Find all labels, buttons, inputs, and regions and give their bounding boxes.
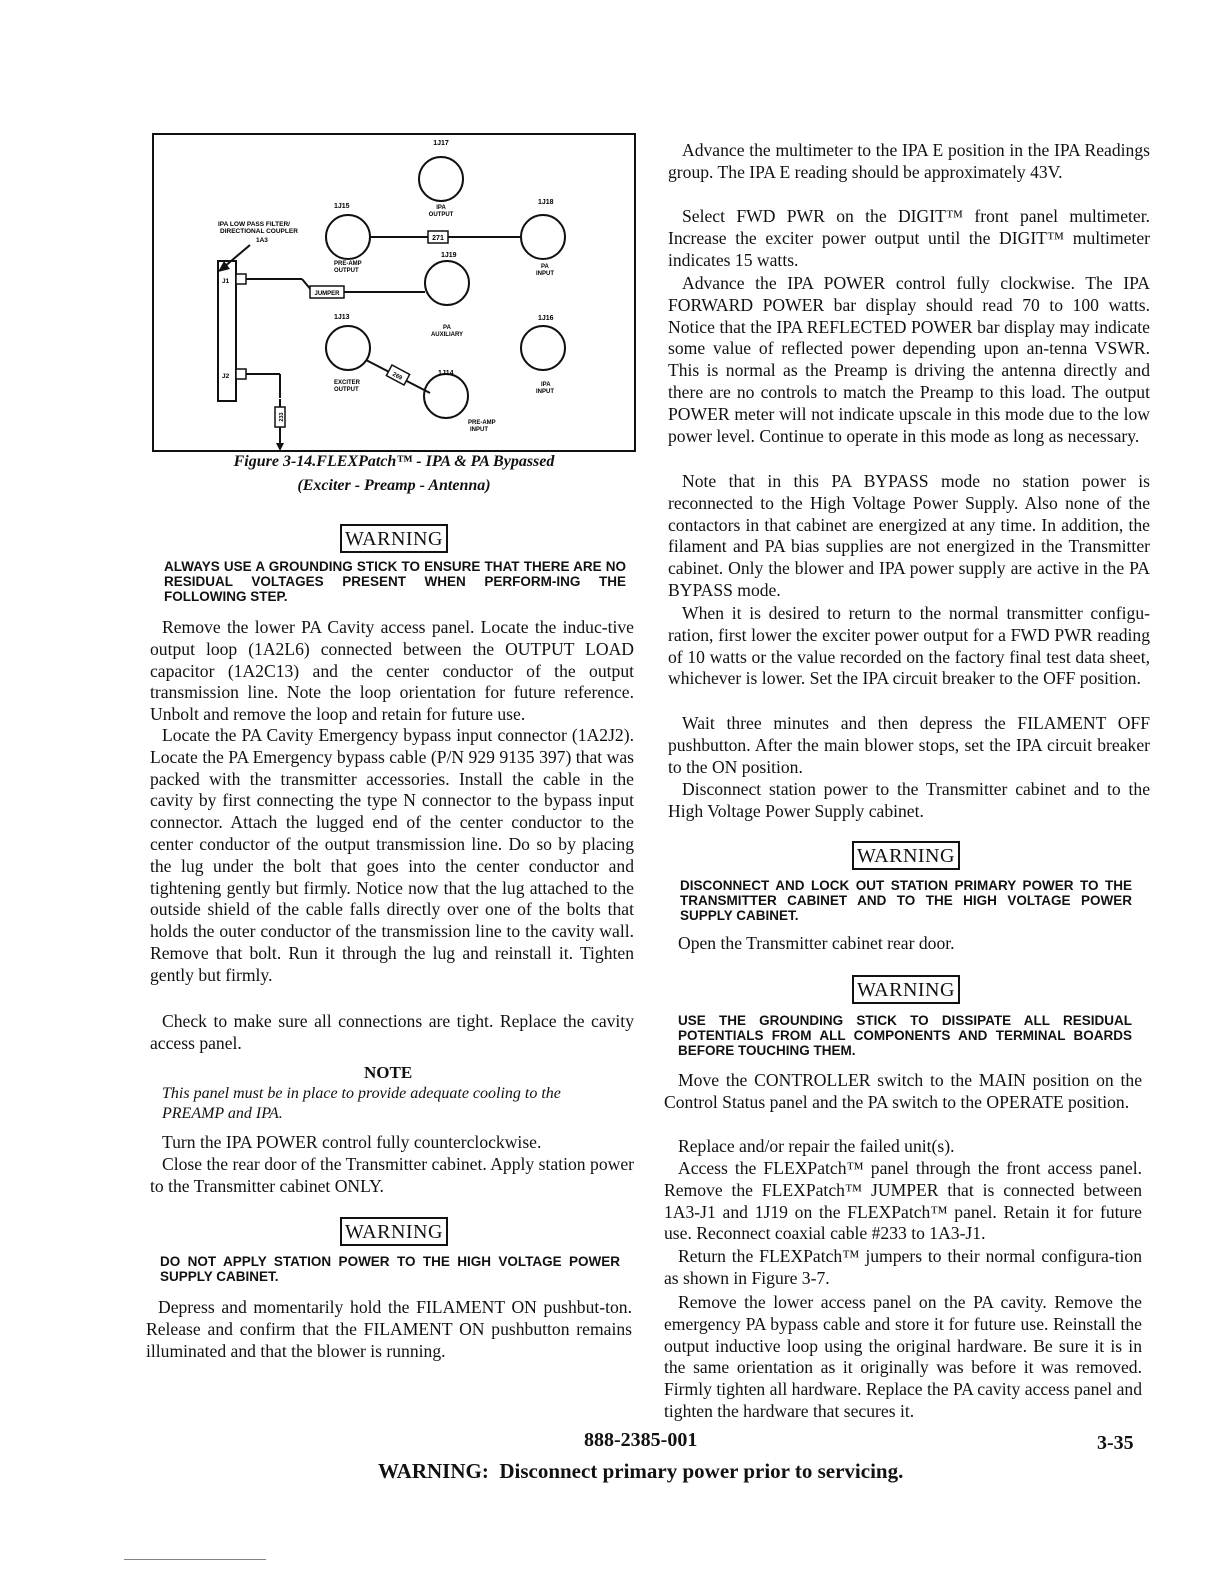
label-lpf-line3: 1A3	[256, 237, 268, 244]
label-cable-269: 269	[391, 371, 403, 382]
right-p2-text: Select FWD PWR on the DIGIT™ front panel multimeter. Increase the exciter power output until the DIGIT™ multimeter indicates 15 watts.	[668, 206, 1150, 270]
label-ipa-output-l1: IPA	[436, 205, 446, 211]
label-1j15: 1J15	[334, 203, 350, 210]
right-p3-text: Advance the IPA POWER control fully clockwise. The IPA FORWARD POWER bar display should read 70 to 100 watts. Notice that the IPA REFLECTED POWER bar display may indicate some value of reflected power depending upon an-tenna VSWR. This is normal as the Preamp is driving the antenna directly and there are no controls to match the Preamp to this load. The output POWER meter will not indicate upscale in this mode due to the low power level. Continue to operate in this mode as long as necessary.	[668, 273, 1150, 446]
footer-warning: WARNING: Disconnect primary power prior to servicing.	[378, 1459, 904, 1483]
right-paragraph-13	[664, 1292, 1142, 1423]
label-exciter-output-l2: OUTPUT	[334, 387, 359, 393]
label-jumper: JUMPER	[314, 291, 340, 297]
label-exciter-output	[334, 380, 361, 393]
label-ipa-input	[536, 382, 554, 395]
jack-1j18	[521, 215, 565, 259]
bottom-divider	[124, 1559, 266, 1560]
warning-text-1: ALWAYS USE A GROUNDING STICK TO ENSURE THAT THERE ARE NO RESIDUAL VOLTAGES PRESENT WHEN PERFORM-ING THE FOLLOWING STEP.	[164, 559, 626, 604]
label-j1: J1	[222, 278, 230, 285]
label-lpf-line2: DIRECTIONAL COUPLER	[220, 228, 298, 235]
left-p1-text: Remove the lower PA Cavity access panel. Locate the induc-tive output loop (1A2L6) connected between the OUTPUT LOAD capacitor (1A2C13) and the center conductor of the output transmission line. Note the loop orientation for future reference. Unbolt and remove the loop and retain for future use.	[150, 617, 634, 725]
right-paragraph-10	[664, 1136, 1142, 1158]
right-paragraph-6	[668, 713, 1150, 778]
note-heading: NOTE	[364, 1063, 413, 1082]
footer-part-number: 888-2385-001	[584, 1429, 698, 1451]
left-paragraph-4	[150, 1132, 634, 1154]
right-p13-text: Remove the lower access panel on the PA cavity. Remove the emergency PA bypass cable and store it for future use. Reinstall the output inductive loop using the original hardware. Be sure it is in the same orientation as it originally was before it was removed. Firmly tighten all hardware. Replace the PA cavity access panel and tighten the hardware that secures it.	[664, 1292, 1142, 1421]
label-cable-271: 271	[432, 235, 444, 242]
right-p6-text: Wait three minutes and then depress the FILAMENT OFF pushbutton. After the main blower stops, set the IPA circuit breaker to the ON position.	[668, 713, 1150, 777]
label-ipa-input-l1: IPA	[541, 382, 551, 388]
left-paragraph-2	[150, 725, 634, 987]
label-pa-auxiliary-l2: AUXILIARY	[430, 332, 464, 338]
jack-1j15	[326, 215, 370, 259]
label-preamp-input-l1: PRE-AMP	[468, 420, 496, 426]
label-1j16: 1J16	[538, 315, 554, 322]
jack-1j13	[326, 326, 370, 370]
right-paragraph-1	[668, 140, 1150, 184]
label-1j18: 1J18	[538, 199, 554, 206]
right-paragraph-12	[664, 1246, 1142, 1290]
footer-page-number: 3-35	[1097, 1432, 1134, 1454]
right-paragraph-3	[668, 273, 1150, 447]
left-p2-text: Locate the PA Cavity Emergency bypass input connector (1A2J2). Locate the PA Emergency bypass cable (P/N 929 9135 397) that was packed with the transmitter accessories. Install the cable in the cavity by first connecting the type N connector to the bypass input connector. Attach the lugged end of the center conductor to the center conductor of the output transmission line. Do so by placing the lug under the bolt that goes into the center conductor and tightening gently but firmly. Notice now that the lug attached to the outside shield of the cable falls directly over one of the bolts that holds the outer conductor of the transmission line to the cavity wall. Remove that bolt. Run it through the lug and reinstall it. Tighten gently but firmly.	[150, 725, 634, 985]
figure-caption-line2: (Exciter - Preamp - Antenna)	[297, 477, 491, 494]
label-preamp-output	[334, 261, 362, 274]
left-paragraph-5	[150, 1154, 634, 1198]
warning-text-4: USE THE GROUNDING STICK TO DISSIPATE ALL RESIDUAL POTENTIALS FROM ALL COMPONENTS AND TERMINAL BOARDS BEFORE TOUCHING THEM.	[678, 1013, 1132, 1058]
label-lpf-line1: IPA LOW PASS FILTER/	[218, 221, 290, 228]
warning-text-3: DISCONNECT AND LOCK OUT STATION PRIMARY POWER TO THE TRANSMITTER CABINET AND TO THE HIGH VOLTAGE POWER SUPPLY CABINET.	[680, 878, 1132, 923]
label-1j19: 1J19	[441, 252, 457, 259]
right-paragraph-11	[664, 1158, 1142, 1245]
label-preamp-output-l2: OUTPUT	[334, 268, 359, 274]
left-paragraph-6	[146, 1297, 632, 1362]
left-p6-text: Depress and momentarily hold the FILAMENT ON pushbut-ton. Release and confirm that the FILAMENT ON pushbutton remains illuminated and that the blower is running.	[146, 1297, 632, 1361]
jack-1j17	[419, 157, 463, 201]
left-p5-text: Close the rear door of the Transmitter cabinet. Apply station power to the Transmitter cabinet ONLY.	[150, 1154, 634, 1196]
right-paragraph-7	[668, 779, 1150, 823]
label-pa-input-l1: PA	[541, 264, 549, 270]
warning-label-3: WARNING	[852, 841, 960, 870]
right-paragraph-8	[664, 933, 1150, 955]
label-pa-auxiliary-l1: PA	[443, 325, 451, 331]
label-pa-input	[536, 264, 554, 277]
warning-label-2: WARNING	[340, 1217, 448, 1246]
label-pa-auxiliary	[431, 325, 463, 338]
right-paragraph-5	[668, 603, 1150, 690]
label-1j13: 1J13	[334, 314, 350, 321]
label-ipa-output-l2: OUTPUT	[428, 212, 454, 218]
label-j2: J2	[222, 373, 230, 380]
label-pa-input-l2: INPUT	[536, 271, 554, 277]
jack-1j16	[521, 326, 565, 370]
label-preamp-output-l1: PRE-AMP	[334, 261, 362, 267]
right-p10-text: Replace and/or repair the failed unit(s).	[678, 1136, 955, 1156]
warning-label-1: WARNING	[340, 524, 448, 553]
right-p7-text: Disconnect station power to the Transmitter cabinet and to the High Voltage Power Supply cabinet.	[668, 779, 1150, 821]
right-p11-text: Access the FLEXPatch™ panel through the front access panel. Remove the FLEXPatch™ JUMPER that is connected between 1A3-J1 and 1J19 on the FLEXPatch™ panel. Retain it for future use. Reconnect coaxial cable #233 to 1A3-J1.	[664, 1158, 1142, 1244]
right-p12-text: Return the FLEXPatch™ jumpers to their normal configura-tion as shown in Figure 3-7.	[664, 1246, 1142, 1288]
warning-label-4: WARNING	[852, 975, 960, 1004]
right-paragraph-4	[668, 471, 1150, 602]
label-1j17: 1J17	[433, 140, 449, 147]
right-p1-text: Advance the multimeter to the IPA E position in the IPA Readings group. The IPA E reading should be approximately 43V.	[668, 140, 1150, 182]
left-p4-text: Turn the IPA POWER control fully counterclockwise.	[162, 1132, 542, 1152]
label-ipa-output	[429, 205, 454, 218]
figure-caption-line1: Figure 3-14.FLEXPatch™ - IPA & PA Bypassed	[233, 453, 555, 470]
right-p8-text: Open the Transmitter cabinet rear door.	[678, 933, 955, 953]
jack-1j14	[424, 374, 468, 418]
left-p3-text: Check to make sure all connections are tight. Replace the cavity access panel.	[150, 1011, 634, 1053]
label-preamp-input	[468, 420, 496, 433]
right-paragraph-9	[664, 1070, 1142, 1114]
right-p9-text: Move the CONTROLLER switch to the MAIN position on the Control Status panel and the PA switch to the OPERATE position.	[664, 1070, 1142, 1112]
note-text: This panel must be in place to provide adequate cooling to the PREAMP and IPA.	[162, 1085, 561, 1122]
right-paragraph-2	[668, 206, 1150, 271]
flexpatch-diagram	[152, 133, 636, 453]
label-preamp-input-l2: INPUT	[470, 427, 488, 433]
right-p5-text: When it is desired to return to the normal transmitter configu-ration, first lower the exciter power output for a FWD PWR reading of 10 watts or the value recorded on the factory final test data sheet, whichever is lower. Set the IPA circuit breaker to the OFF position.	[668, 603, 1150, 689]
label-cable-233: 233	[279, 412, 285, 422]
left-paragraph-3	[150, 1011, 634, 1055]
left-paragraph-1	[150, 617, 634, 726]
jack-1j19	[425, 261, 469, 305]
right-p4-text: Note that in this PA BYPASS mode no station power is reconnected to the High Voltage Power Supply. Also none of the contactors in that cabinet are energized at any time. In addition, the filament and PA bias supplies are not energized in the Transmitter cabinet. Only the blower and IPA power supply are active in the PA BYPASS mode.	[668, 471, 1150, 600]
label-1j14: 1J14	[438, 370, 454, 377]
label-ipa-input-l2: INPUT	[536, 389, 554, 395]
label-exciter-output-l1: EXCITER	[334, 380, 361, 386]
warning-text-2: DO NOT APPLY STATION POWER TO THE HIGH VOLTAGE POWER SUPPLY CABINET.	[160, 1254, 620, 1284]
